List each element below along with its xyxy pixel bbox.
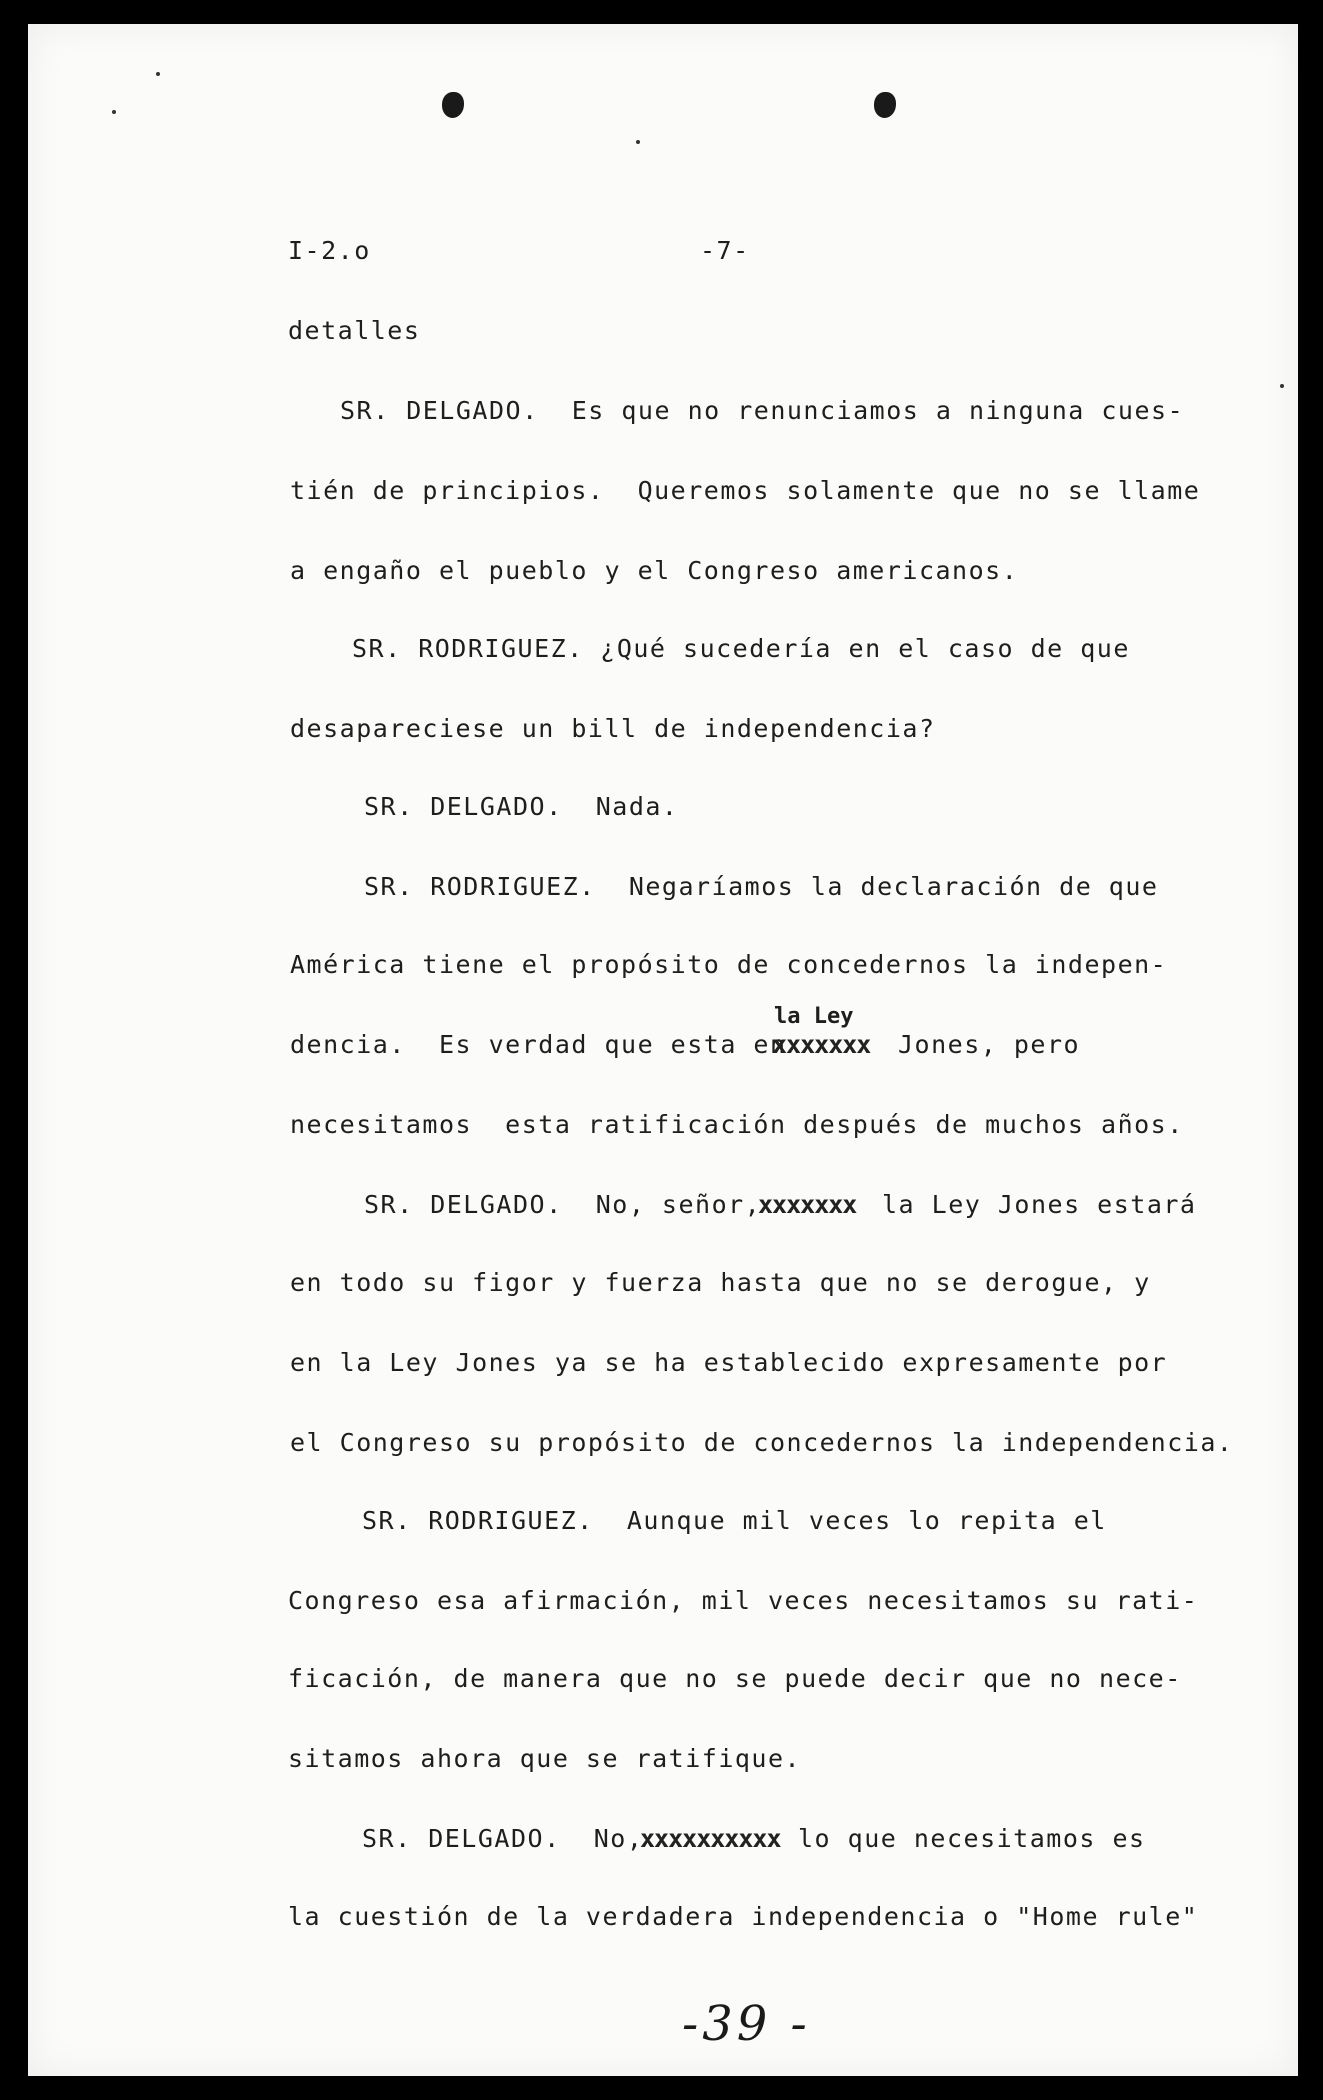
scan-edge-left	[0, 0, 8, 2100]
speck	[112, 110, 116, 114]
handwritten-page-number: -39 -	[682, 1996, 811, 2052]
header-page-marker: -7-	[700, 236, 750, 265]
text-line: dencia. Es verdad que esta en	[290, 1030, 787, 1059]
text-line: SR. DELGADO. Nada.	[364, 792, 679, 821]
text-line: detalles	[288, 316, 421, 345]
text-line: en todo su figor y fuerza hasta que no se derogue, y	[290, 1268, 1151, 1297]
struck-out-text: xxxxxxxxxx	[640, 1824, 781, 1853]
interlinear-insert: la Ley	[774, 1004, 854, 1029]
struck-out-text: xxxxxxx	[772, 1030, 871, 1059]
speck	[1280, 384, 1284, 388]
text-line: lo que necesitamos es	[798, 1824, 1146, 1853]
speck	[636, 140, 640, 144]
text-line: SR. RODRIGUEZ. Negaríamos la declaración de que	[364, 872, 1159, 901]
text-line: SR. DELGADO. Es que no renunciamos a ninguna cues-	[340, 396, 1185, 425]
text-line: tién de principios. Queremos solamente que no se llame	[290, 476, 1201, 505]
text-line: SR. RODRIGUEZ. Aunque mil veces lo repita el	[362, 1506, 1107, 1535]
text-line: desapareciese un bill de independencia?	[290, 714, 936, 743]
text-line: SR. RODRIGUEZ. ¿Qué sucedería en el caso de que	[352, 634, 1130, 663]
text-line: el Congreso su propósito de concedernos la independencia.	[290, 1428, 1234, 1457]
text-line: Jones, pero	[898, 1030, 1081, 1059]
text-line: necesitamos esta ratificación después de muchos años.	[290, 1110, 1184, 1139]
text-line: la Ley Jones estará	[882, 1190, 1197, 1219]
text-line: a engaño el pueblo y el Congreso americanos.	[290, 556, 1019, 585]
punch-hole-left	[442, 92, 464, 118]
text-line: ficación, de manera que no se puede decir que no nece-	[288, 1664, 1182, 1693]
text-line: SR. DELGADO. No,	[362, 1824, 644, 1853]
text-line: Congreso esa afirmación, mil veces necesitamos su rati-	[288, 1586, 1199, 1615]
struck-out-text: xxxxxxx	[758, 1190, 857, 1219]
text-line: sitamos ahora que se ratifique.	[288, 1744, 802, 1773]
header-section-code: I-2.o	[288, 236, 371, 265]
speck	[156, 72, 160, 76]
text-line: la cuestión de la verdadera independencia o "Home rule"	[288, 1902, 1199, 1931]
text-line: SR. DELGADO. No, señor,	[364, 1190, 762, 1219]
punch-hole-right	[874, 92, 896, 118]
text-line: América tiene el propósito de concedernos la indepen-	[290, 950, 1168, 979]
document-page	[28, 24, 1298, 2076]
text-line: en la Ley Jones ya se ha establecido expresamente por	[290, 1348, 1168, 1377]
